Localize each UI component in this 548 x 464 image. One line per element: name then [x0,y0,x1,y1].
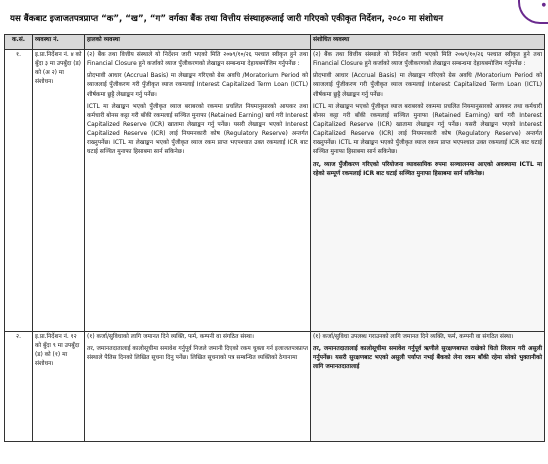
row-existing [85,50,311,332]
amended-paragraph: (२) बैंक तथा वित्तीय संस्थाले यो निर्देशन जारी भएको मिति २०७९/१०/२६ पश्चात स्वीकृत हुने तथा Financial Closure हुने कर्जाको व्याज पुँजीकरणको लेखाङ्कन सम्बन्धमा देहायबमोजिम गर्नुपर्नेछ : [313,52,542,68]
header-existing: हालको व्यवस्था [85,35,311,50]
existing-paragraph: (१) कर्जा/सुविधाको लागि जमानत दिने व्यक्ति, फर्म, कम्पनी वा संगठित संस्था। [87,334,255,340]
row-provision: इ.प्रा.निर्देशन नं. १२ को बुँदा ९ मा उपबुँदा (ड) को (१) मा संशोधन। [33,332,85,442]
existing-paragraph: प्रोदभावी आधार (Accrual Basis) मा लेखाङ्कन गरिएको ग्रेस अवधि /Moratorium Period को व्याजलाई पुँजीकरण गरी पुँजीकृत व्याज रकमलाई Interest Capitalized Term Loan (ICTL) शीर्षकमा छुट्टै लेखाङ्कन गर्नु पर्नेछ। [87,73,308,98]
document-title: यस बैंकबाट इजाजतपत्रप्राप्त “क”, “ख”, “ग” वर्गका बैंक तथा वित्तीय संस्थाहरूलाई जारी गरिएको एकीकृत निर्देशन, २०८० मा संशोधन [10,14,444,24]
existing-paragraph: तर, जमानतदातालाई कालोसूचीमा समावेश गर्नुपूर्व निजले जमानी दिएको रकम चुक्ता गर्न इजाजतपत्रप्राप्त संस्थाले पैतिस दिनको लिखित सूचना दिनु पर्नेछ। लिखित सूचनाको पत्र सम्बन्धित व्यक्तिको ठेगानामा [87,346,308,362]
amended-proviso: तर, जमानतदातालाई कालोसूचीमा समावेश गर्नुपूर्व ऋणीले सुरक्षणबापत राखेको धितो लिलाम गरी असुली गर्नुपर्नेछ। यसरी सुरक्षणबाट भएको असुली पर्याप्त नभई बैंकको लेना रकम बाँकी रहेमा सोको भुक्तानीको लागि जमानतदातालाई [313,346,542,371]
row-provision: इ.प्रा.निर्देशन नं. ४ को बुँदा ३ मा उपबुँदा (ड) को (अ २) मा संशोधन। [33,50,85,332]
amended-paragraph: प्रोदभावी आधार (Accrual Basis) मा लेखाङ्कन गरिएको ग्रेस अवधि /Moratorium Period को व्याजलाई पुँजीकरण गरी पुँजीकृत व्याज रकमलाई Interest Capitalized Term Loan (ICTL) शीर्षकमा छुट्टै लेखाङ्कन गर्नु पर्नेछ। [313,73,542,98]
header-amended: संशोधित व्यवस्था [311,35,545,50]
amended-paragraph: (१) कर्जा/सुविधा उपलब्ध गराउनको लागि जमानत दिने व्यक्ति, फर्म, कम्पनी वा संगठित संस्था। [313,334,514,340]
table-row [5,332,545,442]
table-row [5,50,545,332]
existing-paragraph: ICTL मा लेखाङ्कन भएको पुँजीकृत व्याज बराबरको रकममा प्रचलित नियमानुसारको आयकर तथा कर्मचारी बोनस कट्टा गरी बाँकी रकमलाई सञ्चित मुनाफा (Retained Earning) खर्च गरी Interest Capitalized Reserve (ICR) खातामा लेखाङ्कन गर्नु पर्नेछ। यसरी लेखाङ्कन भएको Interest Capitalized Reserve (ICR) लाई नियमनकारी कोष (Regulatory Reserve) अन्तर्गत राख्नुपर्नेछ। ICTL मा लेखाङ्कन भएको पुँजीकृत व्याज रकम प्राप्त भएपश्चात उक्त रकमलाई ICR बाट घटाई सञ्चित मुनाफा हिसाबमा सार्न सकिनेछ। [87,103,308,156]
bank-seal: ● [518,0,548,24]
amended-proviso: तर, व्याज पुँजीकरण गरिएको परियोजना व्यावसायिक रुपमा सञ्चालनमा आएको अवस्थामा ICTL मा रहेको सम्पूर्ण रकमलाई ICR बाट घटाई सञ्चित मुनाफा हिसाबमा सार्न सकिनेछ। [313,161,542,177]
row-amended [311,50,545,332]
existing-paragraph: (२) बैंक तथा वित्तीय संस्थाले यो निर्देशन जारी भएको मिति २०७९/१०/२६ पश्चात स्वीकृत हुने तथा Financial Closure हुने कर्जाको व्याज पुँजीकरणको लेखाङ्कन सम्बन्धमा देहायबमोजिम गर्नुपर्नेछ : [87,52,308,68]
row-sn: २. [5,332,33,442]
row-existing [85,332,311,442]
table-header-row [5,35,545,50]
header-sn: क.सं. [5,35,33,50]
row-sn: १. [5,50,33,332]
amendment-table [4,34,545,442]
amended-paragraph: ICTL मा लेखाङ्कन भएको पुँजीकृत व्याज बराबरको रकममा प्रचलित नियमानुसारको आयकर तथा कर्मचारी बोनस कट्टा गरी बाँकी रकमलाई सञ्चित मुनाफा (Retained Earning) खर्च गरी Interest Capitalized Reserve (ICR) खातामा लेखाङ्कन गर्नु पर्नेछ। यसरी लेखाङ्कन भएको Interest Capitalized Reserve (ICR) लाई नियमनकारी कोष (Regulatory Reserve) अन्तर्गत राख्नुपर्नेछ। ICTL मा लेखाङ्कन भएको पुँजीकृत व्याज रकम प्राप्त भएपश्चात उक्त रकमलाई ICR बाट घटाई सञ्चित मुनाफा हिसाबमा सार्न सकिनेछ। [313,103,542,156]
row-amended [311,332,545,442]
header-provision: व्यवस्था नं. [33,35,85,50]
